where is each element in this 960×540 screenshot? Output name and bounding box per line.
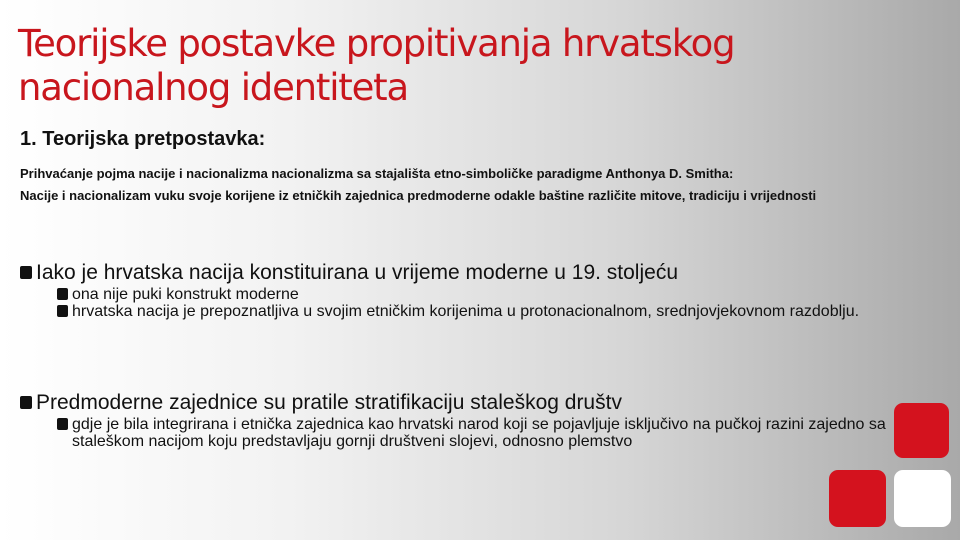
sub-bullet-item: [57, 286, 917, 303]
sub-bullet-text: ona nije puki konstrukt moderne: [72, 286, 299, 303]
decorative-red-square: [894, 403, 949, 458]
bullet-group: [20, 260, 920, 320]
bullet-text: Predmoderne zajednice su pratile stratifikaciju staleškog društv: [36, 391, 622, 414]
decorative-white-square: [894, 470, 951, 527]
intro-paragraph: Nacije i nacionalizam vuku svoje korijene iz etničkih zajednica predmoderne odakle baštine različite mitove, tradiciju i vrijednosti: [20, 188, 817, 203]
checkbox-bullet-icon: [57, 288, 68, 300]
intro-paragraph: Prihvaćanje pojma nacije i nacionalizma nacionalizma sa stajališta etno-simboličke paradigme Anthonya D. Smitha:: [20, 166, 734, 181]
slide-title: Teorijske postavke propitivanja hrvatskog nacionalnog identiteta: [18, 22, 735, 109]
decorative-red-square: [829, 470, 886, 527]
checkbox-bullet-icon: [20, 396, 32, 409]
checkbox-bullet-icon: [57, 305, 68, 317]
intro-text: [20, 166, 920, 210]
bullet-item: [20, 390, 920, 416]
checkbox-bullet-icon: [20, 266, 32, 279]
subheading: 1. Teorijska pretpostavka:: [20, 128, 266, 150]
bullet-group: [20, 390, 920, 450]
sub-bullet-item: [57, 416, 917, 450]
checkbox-bullet-icon: [57, 418, 68, 430]
bullet-text: Iako je hrvatska nacija konstituirana u vrijeme moderne u 19. stoljeću: [36, 261, 678, 284]
sub-bullet-text: gdje je bila integrirana i etnička zajednica kao hrvatski narod koji se pojavljuje isključivo na pučkoj razini zajedno sa staleškom nacijom koju predstavljaju gornji društveni slojevi, odnosno plemstvo: [72, 416, 886, 450]
bullet-item: [20, 260, 920, 286]
sub-bullet-text: hrvatska nacija je prepoznatljiva u svojim etničkim korijenima u protonacionalnom, srednjovjekovnom razdoblju.: [72, 303, 860, 320]
sub-bullet-item: [57, 303, 917, 320]
